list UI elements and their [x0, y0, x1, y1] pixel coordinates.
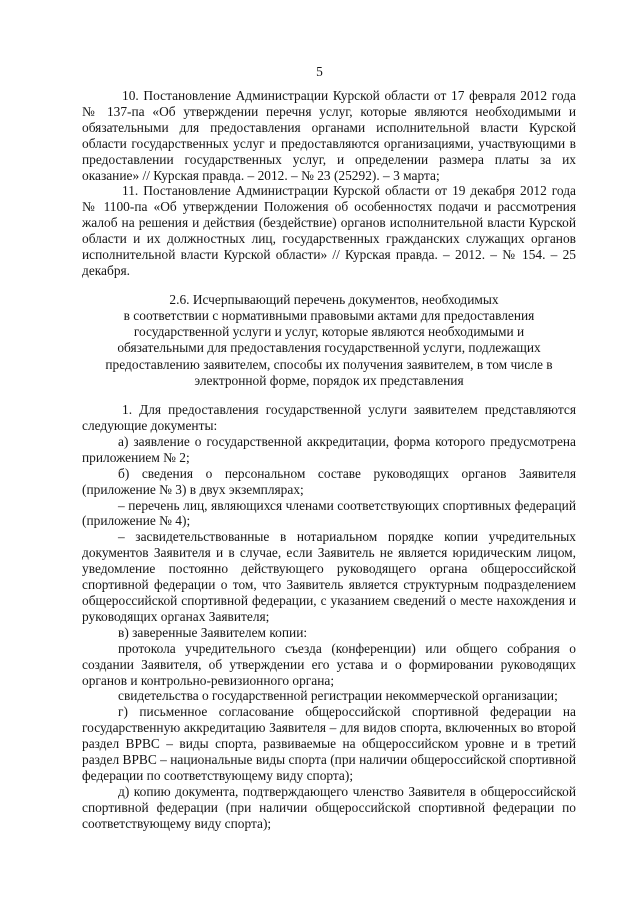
paragraph-protocol: протокола учредительного съезда (конференции) или общего собрания о создании Заявителя, об утверждении его устава и о формировании руководящих органов и контрольно-ревизионного органа;: [82, 640, 576, 688]
paragraph-a: а) заявление о государственной аккредитации, форма которого предусмотрена приложением № 2;: [82, 433, 576, 465]
heading-line: государственной услуги и услуг, которые являются необходимыми и: [133, 324, 525, 340]
heading-line: предоставлению заявителем, способы их получения заявителем, в том числе в: [105, 356, 553, 372]
section-heading-2-6: [82, 292, 576, 389]
heading-line: в соответствии с нормативными правовыми актами для предоставления: [123, 308, 535, 324]
document-body: [82, 88, 576, 832]
page-number: 5: [316, 64, 323, 79]
paragraph-g: г) письменное согласование общероссийской спортивной федерации на государственную аккредитацию Заявителя – для видов спорта, включенных во второй раздел ВРВС – виды спорта, развиваемые на общероссийском уровне и в третий раздел ВРВС – национальные виды спорта (при наличии общероссийской спортивной федерации по соответствующему виду спорта);: [82, 704, 576, 783]
paragraph-d: д) копию документа, подтверждающего членство Заявителя в общероссийской спортивной федерации (при наличии общероссийской спортивной федерации по соответствующему виду спорта);: [82, 783, 576, 831]
heading-line: электронной форме, порядок их представления: [194, 372, 464, 388]
paragraph-intro: 1. Для предоставления государственной услуги заявителем представляются следующие документы:: [82, 402, 576, 433]
heading-line: 2.6. Исчерпывающий перечень документов, необходимых: [169, 291, 499, 307]
legal-act-item-11: 11. Постановление Администрации Курской области от 19 декабря 2012 года № 1100-па «Об утверждении Положения об особенностях подачи и рассмотрения жалоб на решения и действия (бездействие) органов исполнительной власти Курской области и их должностных лиц, государственных гражданских служащих органов исполнительной власти Курской области» // Курская правда. – 2012. – № 154. – 25 декабря.: [82, 183, 576, 278]
paragraph-certificate: свидетельства о государственной регистрации некоммерческой организации;: [118, 688, 558, 704]
legal-act-item-10: 10. Постановление Администрации Курской области от 17 февраля 2012 года № 137-па «Об утверждении перечня услуг, которые являются необходимыми и обязательными для предоставления органами исполнительной власти Курской области государственных услуг и предоставляются организациями, участвующими в предоставлении государственных услуг, и определении размера платы за их оказание» // Курская правда. – 2012. – № 23 (25292). – 3 марта;: [82, 88, 576, 183]
paragraph-b: б) сведения о персональном составе руководящих органов Заявителя (приложение № 3) в двух экземплярах;: [82, 465, 576, 497]
paragraph-v: в) заверенные Заявителем копии:: [118, 624, 308, 640]
heading-line: обязательными для предоставления государственной услуги, подлежащих: [117, 340, 541, 356]
paragraph-dash-2: – засвидетельствованные в нотариальном порядке копии учредительных документов Заявителя и в случае, если Заявитель не является юридическим лицом, уведомление постоянно действующего руководящего органа общероссийской спортивной федерации о том, что Заявитель является структурным подразделением общероссийской спортивной федерации, с указанием сведений о месте нахождения и руководящих органах Заявителя;: [82, 529, 576, 624]
paragraph-dash-1: – перечень лиц, являющихся членами соответствующих спортивных федераций (приложение № 4);: [82, 497, 576, 529]
